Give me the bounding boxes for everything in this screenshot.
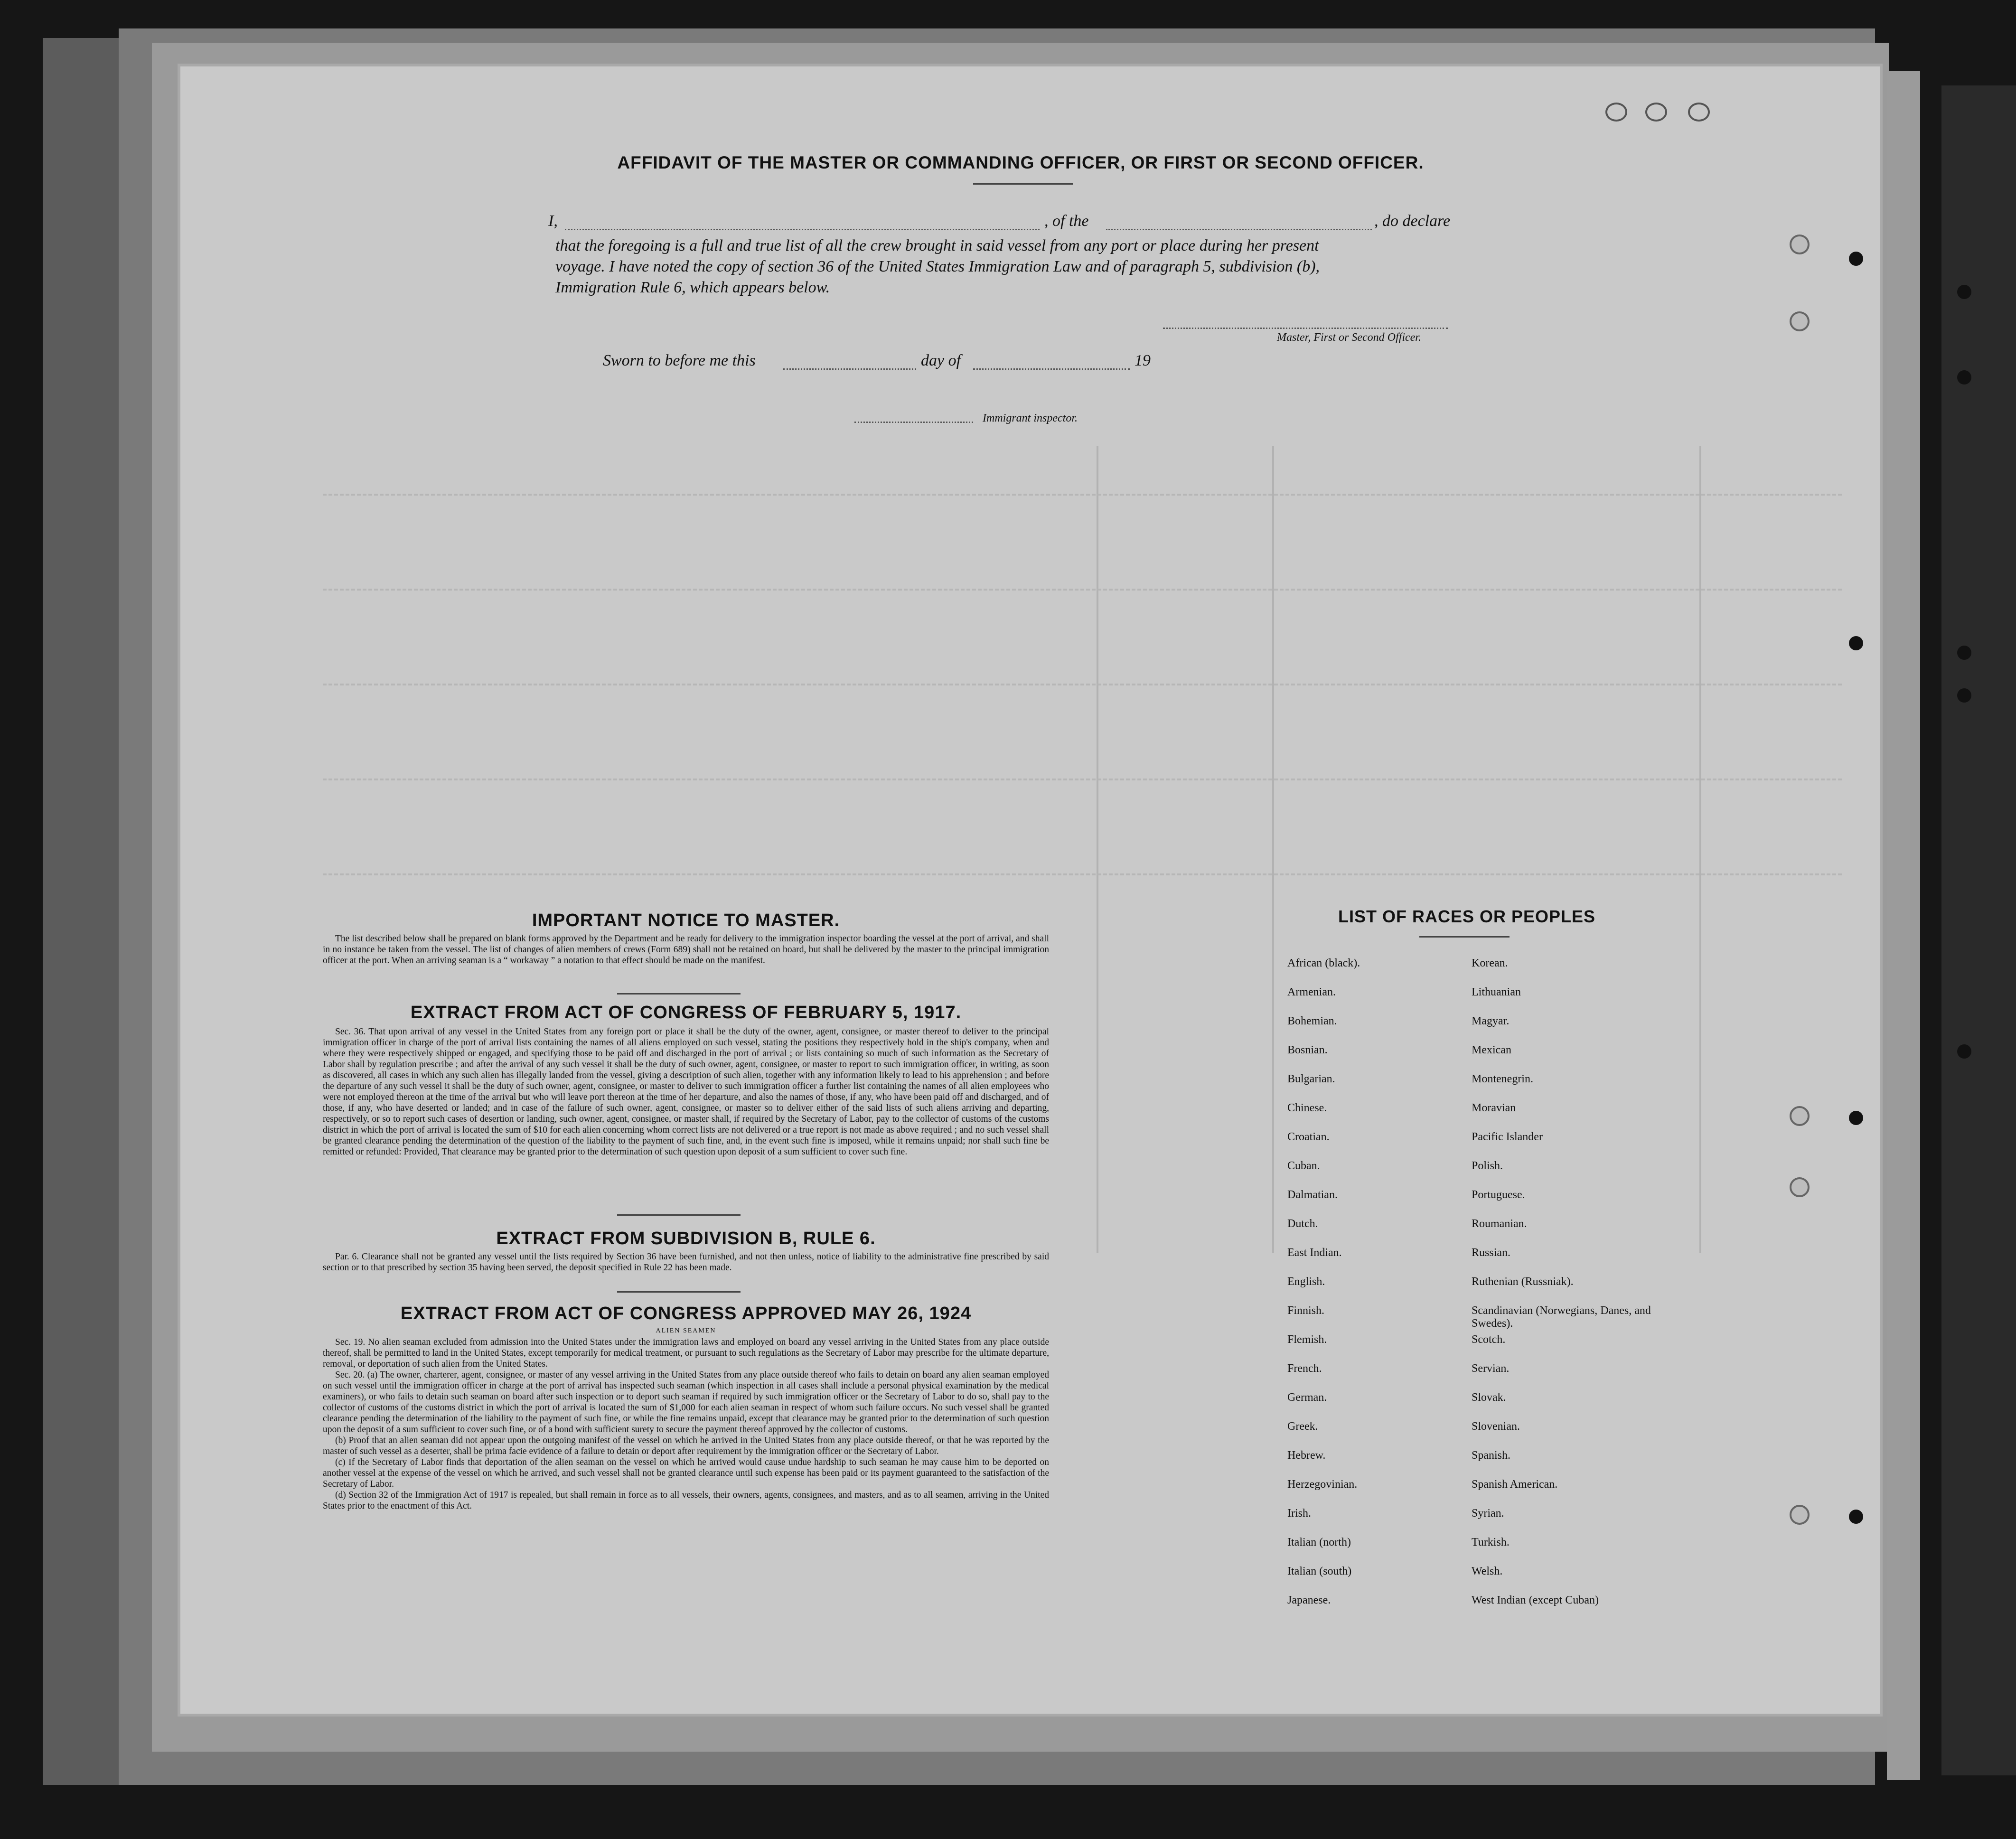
extract-1924-paragraph: Sec. 19. No alien seaman excluded from admission into the United States under the immigration laws and employed on board any vessel arriving in the United States from any place outside thereof, shall be permitted to land in the United States, except temporarily for medical treatment, or pursuant to such regulations as the Secretary of Labor may prescribe for the ultimate departure, removal, or deportation of such alien from the United States.: [323, 1337, 1049, 1369]
binder-ring-hole: [1957, 285, 1971, 299]
race-item: Ruthenian (Russniak).: [1472, 1276, 1574, 1288]
affidavit-i: I,: [548, 212, 558, 230]
binder-hole: [1849, 1111, 1863, 1125]
race-item: Cuban.: [1287, 1160, 1320, 1172]
sworn-day-blank[interactable]: [783, 368, 916, 370]
binder-ring-hole: [1957, 370, 1971, 385]
stamp-ring: [1645, 103, 1667, 122]
extract-1924-body: [323, 1337, 1049, 1511]
race-item: English.: [1287, 1276, 1325, 1288]
binder-ring-hole: [1957, 688, 1971, 703]
race-item: West Indian (except Cuban): [1472, 1594, 1599, 1606]
race-item: Italian (south): [1287, 1565, 1352, 1577]
race-item: Servian.: [1472, 1362, 1510, 1375]
race-item: Scandinavian (Norwegians, Danes, and Swedes).: [1472, 1304, 1651, 1330]
bleed-through-line: [323, 779, 1842, 780]
race-item: Mexican: [1472, 1044, 1511, 1056]
binder-ring-hole: [1957, 646, 1971, 660]
race-item: Spanish American.: [1472, 1478, 1558, 1491]
affidavit-line3: voyage. I have noted the copy of section 36 of the United States Immigration Law and of paragraph 5, subdivision (b),: [555, 258, 1320, 275]
races-left-column: [1287, 957, 1468, 1623]
race-item: Russian.: [1472, 1247, 1511, 1259]
affidavit-line2: that the foregoing is a full and true list of all the crew brought in said vessel from any port or place during her present: [555, 237, 1319, 254]
punch-hole: [1790, 311, 1810, 331]
section-rule: [617, 1214, 741, 1216]
extract-rule6-body: [323, 1251, 1049, 1273]
punch-hole: [1790, 1106, 1810, 1126]
race-item: Slovak.: [1472, 1391, 1506, 1404]
extract-1924-paragraph: (b) Proof that an alien seaman did not appear upon the outgoing manifest of the vessel on which he arrived in the United States from any place outside thereof, or that he was reported by the master of such vessel as a deserter, shall be prima facie evidence of a failure to detain or deport after requirement by the immigration officer or the Secretary of Labor.: [323, 1436, 1049, 1456]
section-rule: [617, 1291, 741, 1293]
name-blank[interactable]: [565, 229, 1040, 230]
stamp-ring: [1688, 103, 1710, 122]
race-item: Herzegovinian.: [1287, 1478, 1358, 1491]
stamp-ring: [1605, 103, 1627, 122]
affidavit-line4: Immigration Rule 6, which appears below.: [555, 279, 830, 296]
extract-1924-paragraph: (c) If the Secretary of Labor finds that deportation of the alien seaman on the vessel on which he arrived would cause undue hardship to such seaman he may cause him to be deported on another vessel at the expense of the vessel on which he arrived, and such vessel shall not be granted clearance until such expense has been paid or its payment guaranteed to the satisfaction of the Secretary of Labor.: [323, 1457, 1049, 1489]
race-item: Croatian.: [1287, 1131, 1330, 1143]
sworn-year: 19: [1135, 352, 1151, 369]
affidavit-declare: , do declare: [1374, 212, 1451, 230]
notice-body: [323, 933, 1049, 966]
race-item: Portuguese.: [1472, 1189, 1525, 1201]
extract-rule6-title: EXTRACT FROM SUBDIVISION B, RULE 6.: [496, 1229, 876, 1248]
punch-hole: [1790, 1505, 1810, 1525]
race-item: Irish.: [1287, 1507, 1311, 1520]
race-item: Welsh.: [1472, 1565, 1503, 1577]
race-item: Korean.: [1472, 957, 1508, 969]
binder-hole: [1849, 636, 1863, 650]
sworn-day-of: day of: [921, 352, 961, 369]
bleed-through-line: [1699, 446, 1701, 1253]
race-item: Armenian.: [1287, 986, 1336, 998]
extract-rule6-paragraph: Par. 6. Clearance shall not be granted any vessel until the lists required by Section 36 have been furnished, and not then unless, notice of liability to the administrative fine prescribed by said section or to that prescribed by section 35 having been served, the deposit specified in Rule 22 has been made.: [323, 1252, 1049, 1273]
race-item: Bosnian.: [1287, 1044, 1328, 1056]
race-item: Dutch.: [1287, 1218, 1318, 1230]
binder-ring-hole: [1957, 1044, 1971, 1059]
punch-hole: [1790, 1177, 1810, 1197]
races-title: LIST OF RACES OR PEOPLES: [1338, 907, 1596, 926]
vessel-blank[interactable]: [1106, 229, 1372, 230]
race-item: Italian (north): [1287, 1536, 1351, 1548]
race-item: Japanese.: [1287, 1594, 1331, 1606]
inspector-caption: Immigrant inspector.: [983, 412, 1078, 424]
section-rule: [617, 993, 741, 995]
extract-1917-body: [323, 1026, 1049, 1157]
bleed-through-line: [1097, 446, 1098, 1253]
bleed-through-line: [323, 589, 1842, 591]
race-item: African (black).: [1287, 957, 1360, 969]
punch-hole: [1790, 235, 1810, 254]
race-item: French.: [1287, 1362, 1322, 1375]
race-item: Slovenian.: [1472, 1420, 1520, 1433]
race-item: Pacific Islander: [1472, 1131, 1543, 1143]
title-rule: [973, 183, 1073, 185]
race-item: Dalmatian.: [1287, 1189, 1338, 1201]
extract-1917-paragraph: Sec. 36. That upon arrival of any vessel in the United States from any foreign port or place it shall be the duty of the owner, agent, consignee, or master thereof to deliver to the principal immigration officer in charge of the port of arrival lists containing the names of all aliens employed on such vessel, stating the positions they respectively hold in the ship's company, when and where they were respectively shipped or engaged, and specifying those to be paid off and discharged in the port of arrival ; or lists containing so much of such information as the Secretary of Labor shall by regulation prescribe ; and after the arrival of any such vessel it shall be the duty of such owner, agent, consignee, or master to report to such immigration officer, in writing, as soon as discovered, all cases in which any such alien has illegally landed from the vessel, giving a description of such alien, together with any information likely to lead to his apprehension ; and before the departure of any such vessel it shall be the duty of such owner, agent, consignee, or master to deliver to such immigration officer a further list containing the names of all alien employees who were not employed thereon at the time of the arrival but who will leave port thereon at the time of her departure, and also the names of those, if any, who have been paid off and discharged, and of those, if any, who have deserted or landed; and in case of the failure of such owner, agent, consignee, or master so to deliver either of the said lists of such aliens arriving and departing, respectively, or so to report such cases of desertion or landing, such owner, agent, consignee, or master shall, if required by the Secretary of Labor, pay to the collector of customs of the customs district in which the port of arrival is located the sum of $10 for each alien concerning whom correct lists are not delivered or a true report is not made as above required ; and no such vessel shall be granted clearance pending the determination of the question of the liability to the payment of such fine, and, in the event such fine is imposed, while it remains unpaid; nor shall such fine be remitted or refunded: Provided, That clearance may be granted prior to the determination of such question upon deposit of a sum sufficient to cover such fine.: [323, 1027, 1049, 1157]
race-item: Magyar.: [1472, 1015, 1510, 1027]
race-item: Montenegrin.: [1472, 1073, 1533, 1085]
bleed-through-line: [323, 873, 1842, 875]
race-item: Roumanian.: [1472, 1218, 1527, 1230]
binder-hole: [1849, 252, 1863, 266]
master-signature-blank[interactable]: [1163, 328, 1448, 329]
race-item: Lithuanian: [1472, 986, 1521, 998]
race-item: Scotch.: [1472, 1333, 1506, 1346]
races-right-column: [1472, 957, 1671, 1623]
race-item: Chinese.: [1287, 1102, 1327, 1114]
binder-hole: [1849, 1510, 1863, 1524]
race-item: Greek.: [1287, 1420, 1318, 1433]
race-item: Syrian.: [1472, 1507, 1504, 1520]
race-item: East Indian.: [1287, 1247, 1342, 1259]
race-item: Bulgarian.: [1287, 1073, 1335, 1085]
notice-title: IMPORTANT NOTICE TO MASTER.: [532, 910, 840, 930]
race-item: Turkish.: [1472, 1536, 1510, 1548]
extract-1917-title: EXTRACT FROM ACT OF CONGRESS OF FEBRUARY 5, 1917.: [410, 1003, 962, 1023]
races-title-rule: [1419, 936, 1510, 938]
extract-1924-paragraph: (d) Section 32 of the Immigration Act of 1917 is repealed, but shall remain in force as to all vessels, their owners, agents, consignees, and masters, and as to all seamen, arriving in the United States prior to the enactment of this Act.: [323, 1490, 1049, 1511]
race-item: Finnish.: [1287, 1304, 1325, 1317]
extract-1924-paragraph: Sec. 20. (a) The owner, charterer, agent, consignee, or master of any vessel arriving in the United States from any place outside thereof who fails to detain on board any alien seaman employed on such vessel until the immigration officer in charge at the port of arrival has inspected such seaman (which inspection in all cases shall include a personal physical examination by the medical examiners), or who fails to detain such seaman on board after such inspection or to deport such seaman if required by such immigration officer or the Secretary of Labor to do so, shall pay to the collector of customs of the customs district in which the port of arrival is located the sum of $1,000 for each alien seaman in respect of whom such failure occurs. No such vessel shall be granted clearance pending the determination of the liability to the payment of such fine, or while the fine remains unpaid, except that clearance may be granted prior to the determination of such question upon the deposit of a sum sufficient to cover such fine, or of a bond with sufficient surety to secure the payment thereof approved by the collector of customs.: [323, 1370, 1049, 1435]
affidavit-of-the: , of the: [1044, 212, 1089, 230]
race-item: Polish.: [1472, 1160, 1503, 1172]
race-item: German.: [1287, 1391, 1327, 1404]
sworn-prefix: Sworn to before me this: [603, 352, 756, 369]
bleed-through-line: [323, 684, 1842, 685]
race-item: Bohemian.: [1287, 1015, 1337, 1027]
race-item: Hebrew.: [1287, 1449, 1326, 1462]
inspector-signature-blank[interactable]: [854, 422, 973, 423]
notice-paragraph: The list described below shall be prepared on blank forms approved by the Department and be ready for delivery to the immigration inspector boarding the vessel at the port of arrival, and shall in no instance be taken from the vessel. The list of changes of alien members of crews (Form 689) shall not be retained on board, but shall be delivered by the master to the principal immigration officer at the port. When an arriving seaman is a “ workaway ” a notation to that effect should be made on the manifest.: [323, 934, 1049, 966]
binder-right-edge: [1941, 85, 2016, 1775]
race-item: Flemish.: [1287, 1333, 1327, 1346]
extract-1924-title: EXTRACT FROM ACT OF CONGRESS APPROVED MAY 26, 1924: [400, 1304, 972, 1323]
extract-1924-subtitle: ALIEN SEAMEN: [656, 1327, 716, 1334]
bleed-through-line: [1272, 446, 1274, 1253]
affidavit-title: AFFIDAVIT OF THE MASTER OR COMMANDING OFFICER, OR FIRST OR SECOND OFFICER.: [617, 153, 1424, 172]
race-item: Spanish.: [1472, 1449, 1511, 1462]
race-item: Moravian: [1472, 1102, 1516, 1114]
sworn-month-blank[interactable]: [973, 368, 1130, 370]
binder-strip: [1887, 71, 1920, 1780]
master-signature-caption: Master, First or Second Officer.: [1277, 331, 1421, 344]
bleed-through-line: [323, 494, 1842, 496]
